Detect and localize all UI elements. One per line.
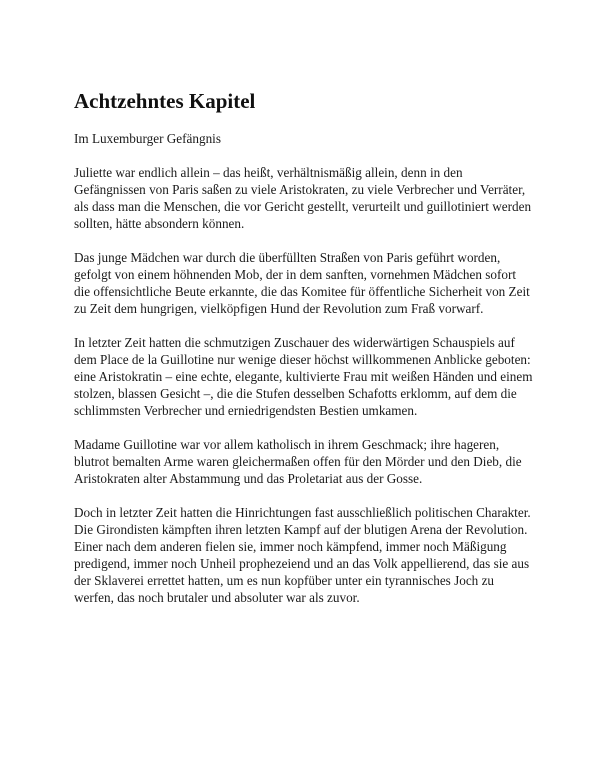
paragraph: Juliette war endlich allein – das heißt, verhältnismäßig allein, denn in den Gefängnissen von Paris saßen zu viele Aristokraten, zu viele Verbrecher und Verräter, als dass man die Menschen, die vor Gericht gestellt, verurteilt und guillotiniert werden sollten, hätte absondern können. bbox=[74, 165, 532, 231]
document-page bbox=[74, 88, 534, 623]
paragraph: Madame Guillotine war vor allem katholisch in ihrem Geschmack; ihre hageren, blutrot bemalten Arme waren gleichermaßen offen für den Mörder und den Dieb, die Aristokraten alter Abstammung und das Proletariat aus der Gosse. bbox=[74, 437, 522, 486]
chapter-title: Achtzehntes Kapitel bbox=[74, 89, 256, 113]
paragraph: In letzter Zeit hatten die schmutzigen Zuschauer des widerwärtigen Schauspiels auf dem Place de la Guillotine nur wenige dieser höchst willkommenen Anblicke geboten: eine Aristokratin – eine echte, elegante, kultivierte Frau mit weißen Händen und einem stolzen, blassen Gesicht –, die die Stufen desselben Schafotts erklomm, auf dem die schlimmsten Verbrecher und erniedrigendsten Bestien umkamen. bbox=[74, 335, 533, 418]
chapter-subtitle: Im Luxemburger Gefängnis bbox=[74, 131, 221, 146]
paragraph: Das junge Mädchen war durch die überfüllten Straßen von Paris geführt worden, gefolgt von einem höhnenden Mob, der in dem sanften, vornehmen Mädchen sofort die offensichtliche Beute erkannte, die das Komitee für öffentliche Sicherheit von Zeit zu Zeit dem hungrigen, vielköpfigen Hund der Revolution zum Fraß vorwarf. bbox=[74, 250, 530, 316]
paragraph: Doch in letzter Zeit hatten die Hinrichtungen fast ausschließlich politischen Charakter. Die Girondisten kämpften ihren letzten Kampf auf der blutigen Arena der Revolution. Einer nach dem anderen fielen sie, immer noch kämpfend, immer noch Mäßigung predigend, immer noch Unheil prophezeiend und an das Volk appellierend, das sie aus der Sklaverei errettet hatten, um es nun kopfüber unter ein tyrannisches Joch zu werfen, das noch brutaler und absoluter war als zuvor. bbox=[74, 505, 531, 605]
